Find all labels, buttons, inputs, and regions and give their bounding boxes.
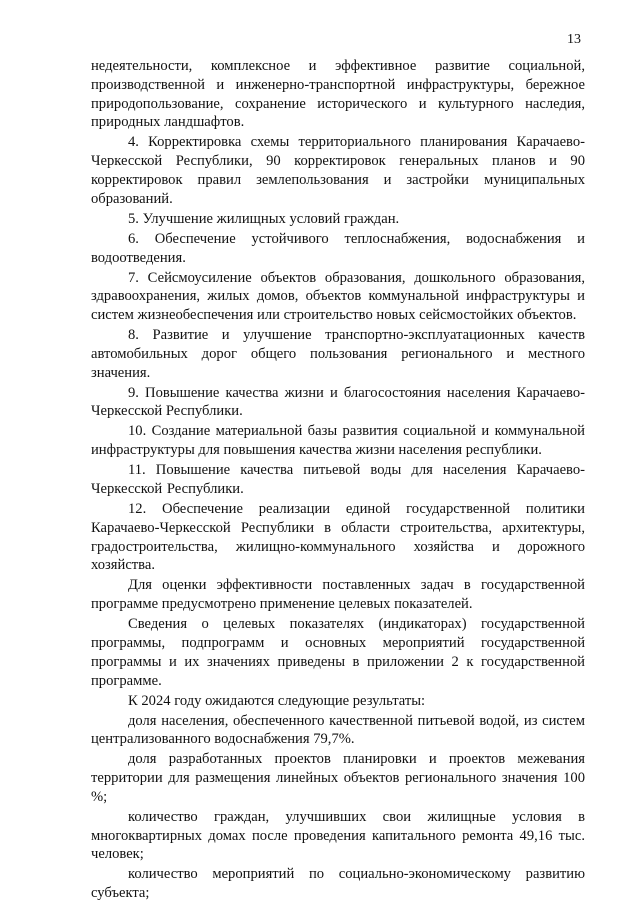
paragraph-item-10: 10. Создание материальной базы развития социальной и коммунальной инфраструктуры для повышения качества жизни населения республики. [91, 423, 585, 459]
paragraph-result-housing: количество граждан, улучшивших свои жилищные условия в многоквартирных домах после проведения капитального ремонта 49,16 тыс. человек; [91, 808, 585, 863]
paragraph-item-6: 6. Обеспечение устойчивого теплоснабжения, водоснабжения и водоотведения. [91, 230, 585, 266]
paragraph-item-9: 9. Повышение качества жизни и благосостояния населения Карачаево-Черкесской Республики. [91, 384, 585, 420]
paragraph-item-5: 5. Улучшение жилищных условий граждан. [128, 210, 400, 227]
paragraph-item-4: 4. Корректировка схемы территориального планирования Карачаево-Черкесской Республики, 90 корректировок генеральных планов и 90 корректировок правил землепользования и застройки муниципальных образований. [91, 134, 585, 207]
paragraph-result-water: доля населения, обеспеченного качественной питьевой водой, из систем централизованного водоснабжения 79,7%. [91, 712, 585, 748]
paragraph-result-events: количество мероприятий по социально-экономическому развитию субъекта; [91, 866, 585, 902]
paragraph-item-8: 8. Развитие и улучшение транспортно-эксплуатационных качеств автомобильных дорог общего пользования регионального и местного значения. [91, 327, 585, 381]
paragraph-result-projects: доля разработанных проектов планировки и проектов межевания территории для размещения линейных объектов регионального значения 100 %; [91, 751, 585, 805]
paragraph-results-intro: К 2024 году ожидаются следующие результаты: [128, 692, 426, 709]
paragraph-item-12: 12. Обеспечение реализации единой государственной политики Карачаево-Черкесской Республики в области строительства, архитектуры, градостроительства, жилищно-коммунального хозяйства и дорожного хозяйства. [91, 501, 585, 574]
page-number: 13 [567, 32, 581, 47]
paragraph-indicators: Для оценки эффективности поставленных задач в государственной программе предусмотрено применение целевых показателей. [91, 577, 585, 613]
paragraph-item-7: 7. Сейсмоусиление объектов образования, дошкольного образования, здравоохранения, жилых домов, объектов коммунальной инфраструктуры и систем жизнеобеспечения или строительство новых сейсмостойких объектов. [91, 269, 585, 324]
paragraph-item-11: 11. Повышение качества питьевой воды для населения Карачаево-Черкесской Республики. [91, 462, 585, 498]
document-body [91, 57, 585, 904]
paragraph-indicators-info: Сведения о целевых показателях (индикаторах) государственной программы, подпрограмм и основных мероприятий государственной программы и их значениях приведены в приложении 2 к государственной программе. [91, 616, 585, 689]
paragraph-continuation: недеятельности, комплексное и эффективное развитие социальной, производственной и инженерно-транспортной инфраструктуры, бережное природопользование, сохранение исторического и культурного наследия, природных ландшафтов. [91, 58, 585, 131]
